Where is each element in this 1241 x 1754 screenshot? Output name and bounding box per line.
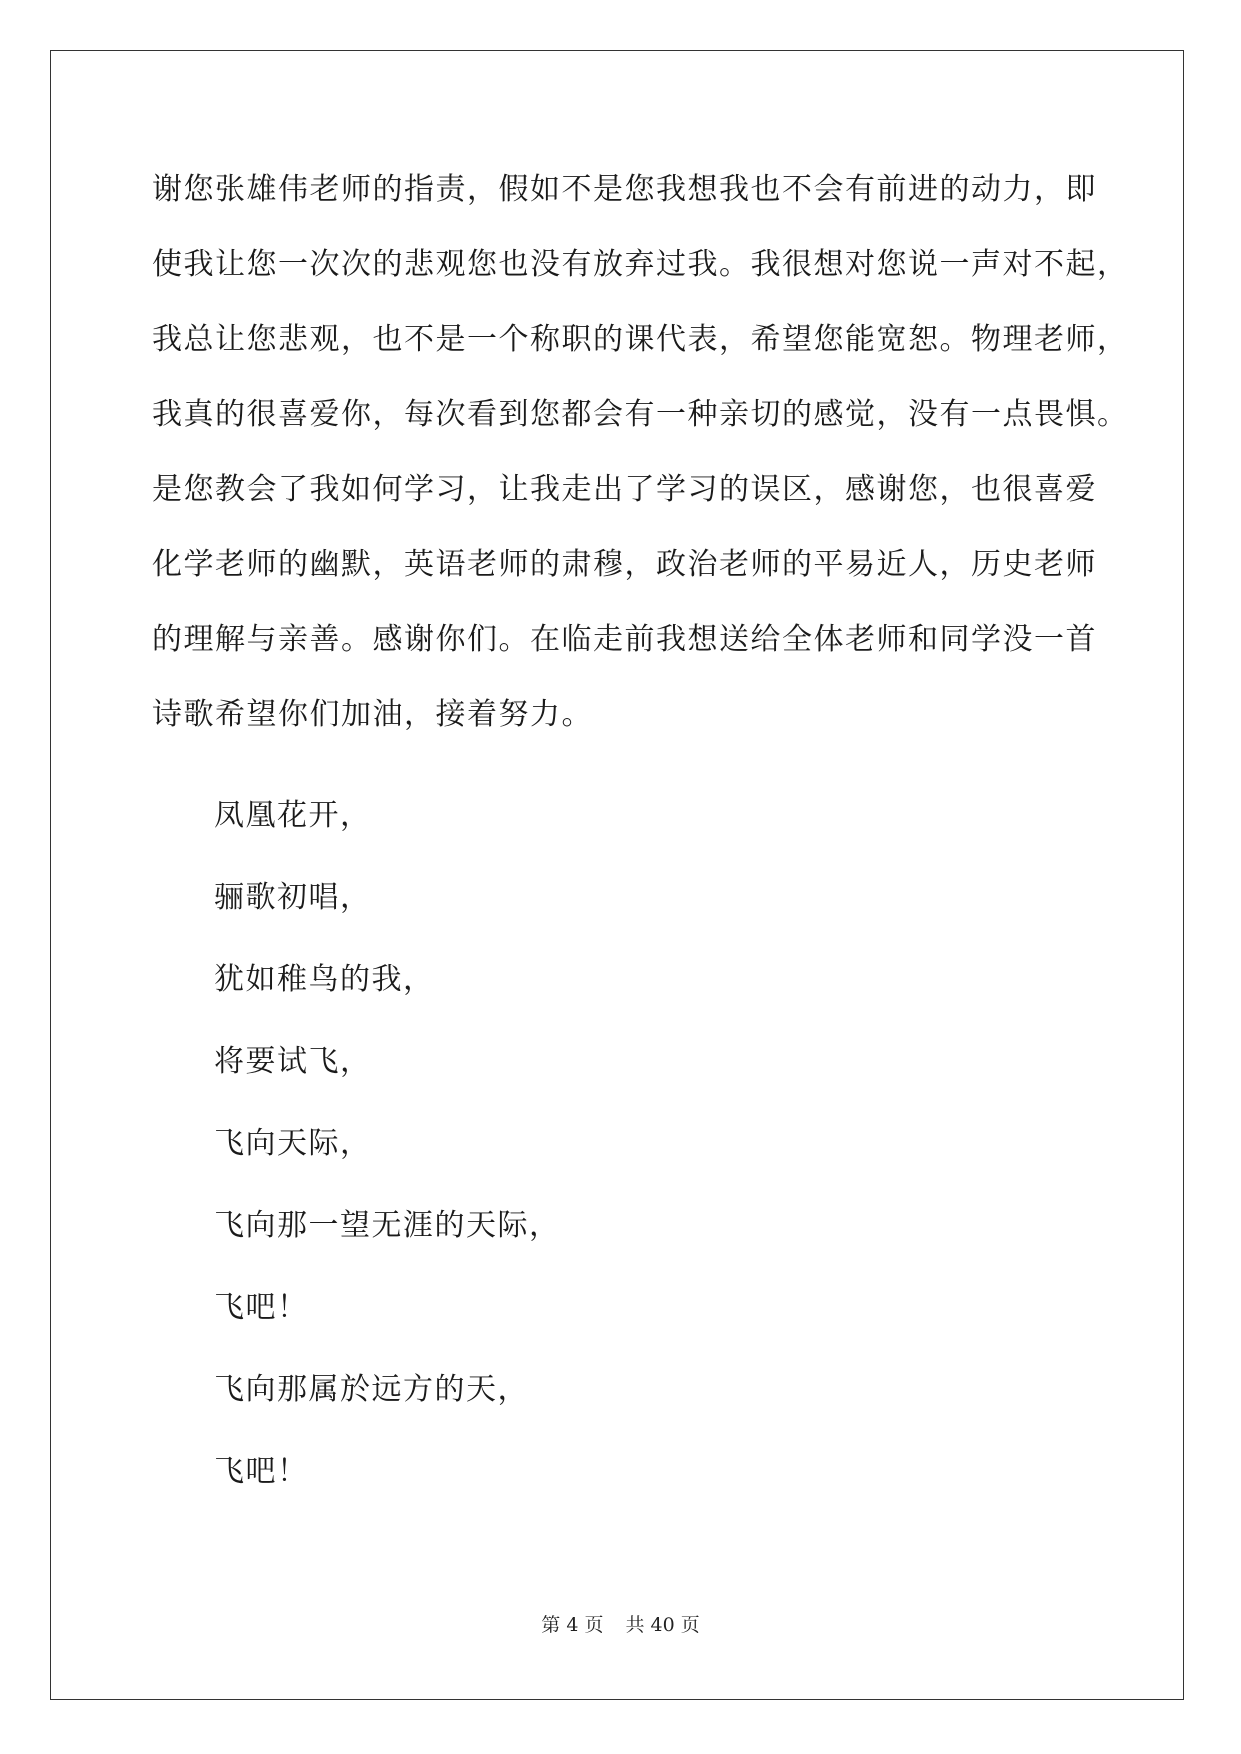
paragraph-line: 使我让您一次次的悲观您也没有放弃过我。我很想对您说一声对不起， (152, 247, 1129, 282)
poem (214, 775, 1014, 1513)
paragraph-line: 我真的很喜爱你，每次看到您都会有一种亲切的感觉，没有一点畏惧。 (152, 397, 1129, 432)
poem-line: 飞吧！ (214, 1290, 309, 1325)
paragraph-line: 诗歌希望你们加油，接着努力。 (152, 697, 593, 732)
poem-line: 犹如稚鸟的我， (214, 962, 435, 997)
poem-line: 飞向天际， (214, 1126, 372, 1161)
paragraph-line: 化学老师的幽默，英语老师的肃穆，政治老师的平易近人，历史老师 (152, 547, 1097, 582)
body-paragraph (152, 152, 1129, 752)
paragraph-line: 谢您张雄伟老师的指责，假如不是您我想我也不会有前进的动力，即 (152, 172, 1097, 207)
page-number: 第 4 页 (541, 1614, 604, 1636)
page-footer (0, 1610, 1241, 1637)
poem-line: 将要试飞， (214, 1044, 372, 1079)
poem-line: 飞向那属於远方的天， (214, 1372, 529, 1407)
poem-line: 飞向那一望无涯的天际， (214, 1208, 561, 1243)
poem-line: 骊歌初唱， (214, 880, 372, 915)
poem-line: 凤凰花开， (214, 798, 372, 833)
poem-line: 飞吧！ (214, 1454, 309, 1489)
page-total: 共 40 页 (625, 1614, 700, 1636)
paragraph-line: 是您教会了我如何学习，让我走出了学习的误区，感谢您，也很喜爱 (152, 472, 1097, 507)
paragraph-line: 的理解与亲善。感谢你们。在临走前我想送给全体老师和同学没一首 (152, 622, 1097, 657)
paragraph-line: 我总让您悲观，也不是一个称职的课代表，希望您能宽恕。物理老师， (152, 322, 1129, 357)
